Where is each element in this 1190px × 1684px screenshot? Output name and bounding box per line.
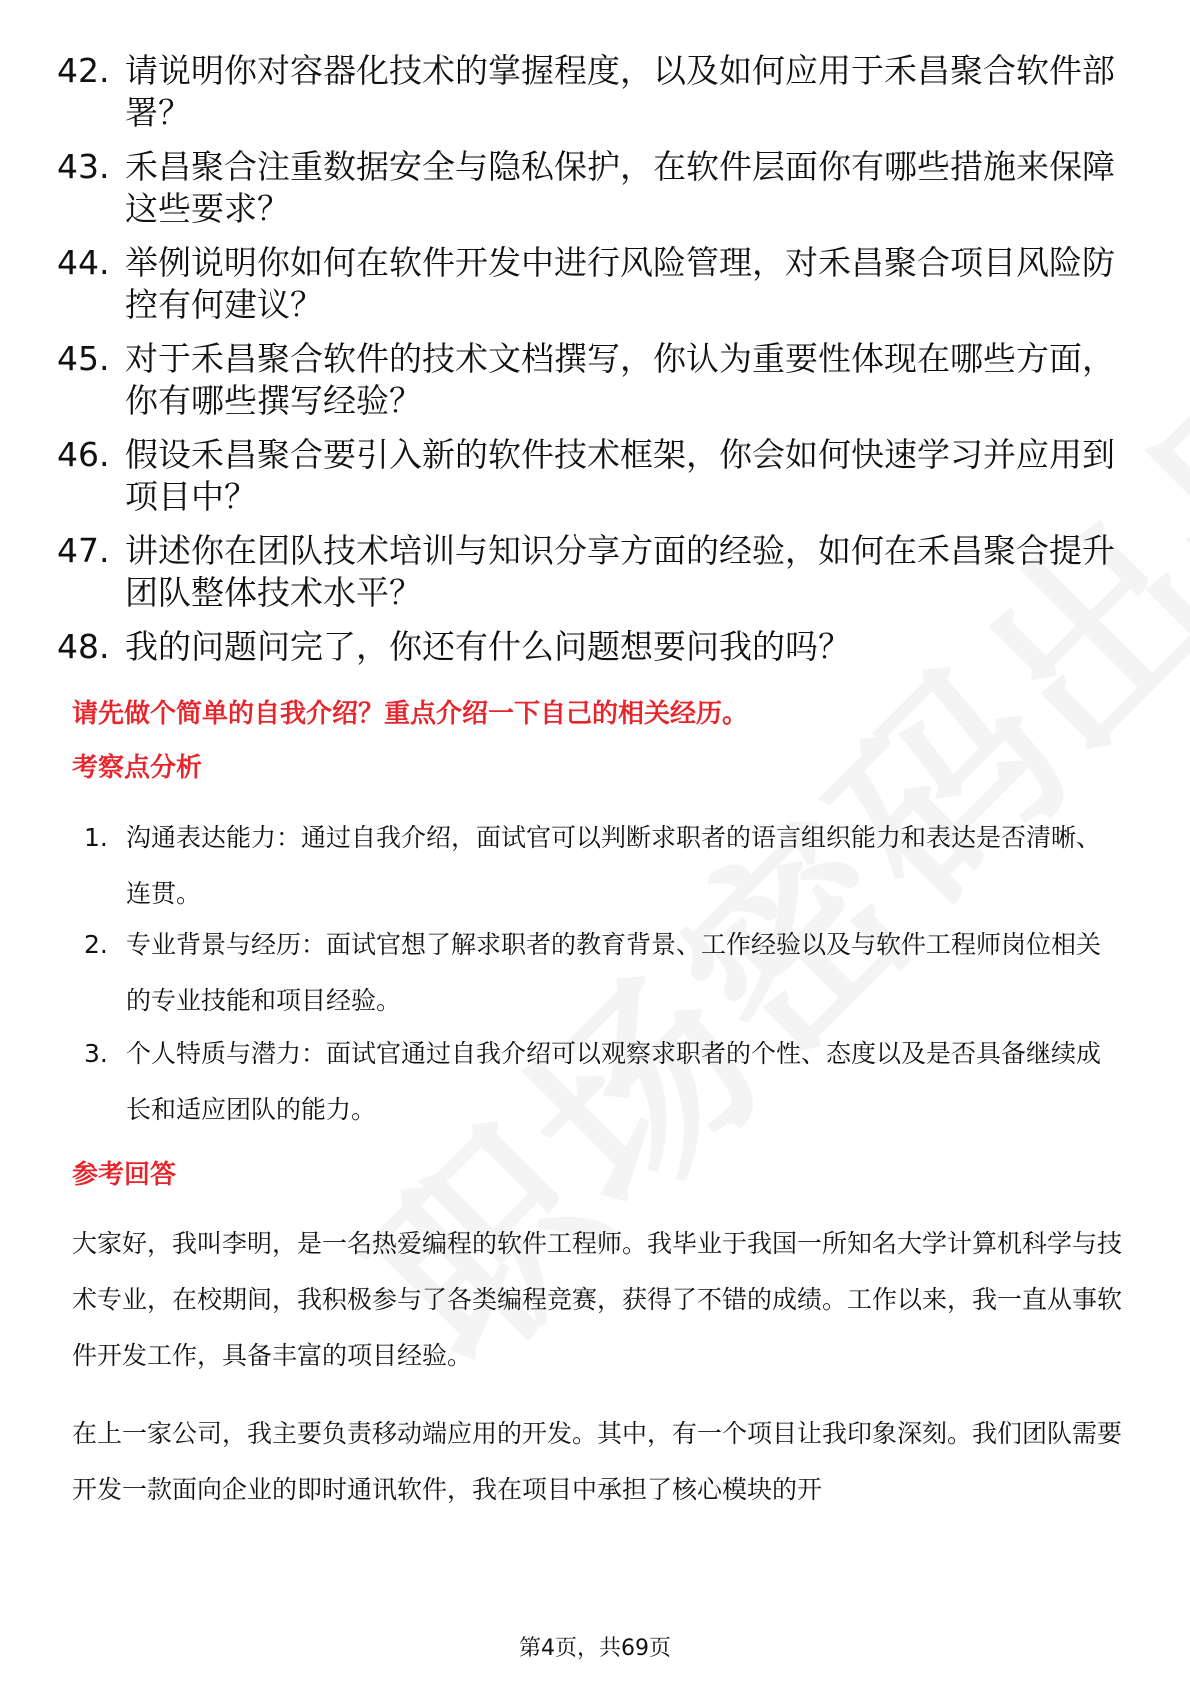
page-footer: 第4页，共69页 xyxy=(519,1636,671,1661)
analysis-number: 2. xyxy=(84,930,108,959)
analysis-item xyxy=(84,917,1124,1029)
question-text: 举例说明你如何在软件开发中进行风险管理，对禾昌聚合项目风险防控有何建议？ xyxy=(125,243,1115,324)
question-number: 45. xyxy=(57,339,110,378)
analysis-item xyxy=(84,810,1124,922)
question-item xyxy=(57,530,1127,614)
question-text: 讲述你在团队技术培训与知识分享方面的经验，如何在禾昌聚合提升团队整体技术水平？ xyxy=(125,531,1115,612)
question-number: 48. xyxy=(57,627,110,666)
question-item xyxy=(57,242,1127,326)
answer-paragraph: 大家好，我叫李明，是一名热爱编程的软件工程师。我毕业于我国一所知名大学计算机科学与技术专业，在校期间，我积极参与了各类编程竞赛，获得了不错的成绩。工作以来，我一直从事软件开发工作，具备丰富的项目经验。 xyxy=(72,1229,1123,1370)
question-number: 42. xyxy=(57,51,110,90)
question-item xyxy=(57,626,1127,668)
analysis-heading: 考察点分析 xyxy=(72,753,203,783)
question-text: 假设禾昌聚合要引入新的软件技术框架，你会如何快速学习并应用到项目中？ xyxy=(125,435,1115,516)
analysis-text: 沟通表达能力：通过自我介绍，面试官可以判断求职者的语言组织能力和表达是否清晰、连贯。 xyxy=(126,823,1102,908)
question-number: 46. xyxy=(57,435,110,474)
question-text: 对于禾昌聚合软件的技术文档撰写，你认为重要性体现在哪些方面，你有哪些撰写经验？ xyxy=(125,339,1115,420)
question-item xyxy=(57,146,1127,230)
question-number: 44. xyxy=(57,243,110,282)
analysis-item xyxy=(84,1026,1124,1138)
answer-paragraph: 在上一家公司，我主要负责移动端应用的开发。其中，有一个项目让我印象深刻。我们团队需要开发一款面向企业的即时通讯软件，我在项目中承担了核心模块的开 xyxy=(72,1419,1123,1504)
section-title: 请先做个简单的自我介绍？重点介绍一下自己的相关经历。 xyxy=(72,699,749,729)
question-number: 47. xyxy=(57,531,110,570)
question-text: 我的问题问完了，你还有什么问题想要问我的吗？ xyxy=(125,627,851,666)
analysis-text: 个人特质与潜力：面试官通过自我介绍可以观察求职者的个性、态度以及是否具备继续成长和适应团队的能力。 xyxy=(126,1039,1102,1124)
analysis-number: 3. xyxy=(84,1039,108,1068)
question-text: 禾昌聚合注重数据安全与隐私保护，在软件层面你有哪些措施来保障这些要求？ xyxy=(125,147,1115,228)
reference-heading: 参考回答 xyxy=(72,1160,177,1190)
question-text: 请说明你对容器化技术的掌握程度，以及如何应用于禾昌聚合软件部署？ xyxy=(125,51,1115,132)
question-item xyxy=(57,338,1127,422)
question-item xyxy=(57,50,1127,134)
question-item xyxy=(57,434,1127,518)
analysis-number: 1. xyxy=(84,823,108,852)
question-number: 43. xyxy=(57,147,110,186)
analysis-text: 专业背景与经历：面试官想了解求职者的教育背景、工作经验以及与软件工程师岗位相关的专业技能和项目经验。 xyxy=(126,930,1102,1015)
